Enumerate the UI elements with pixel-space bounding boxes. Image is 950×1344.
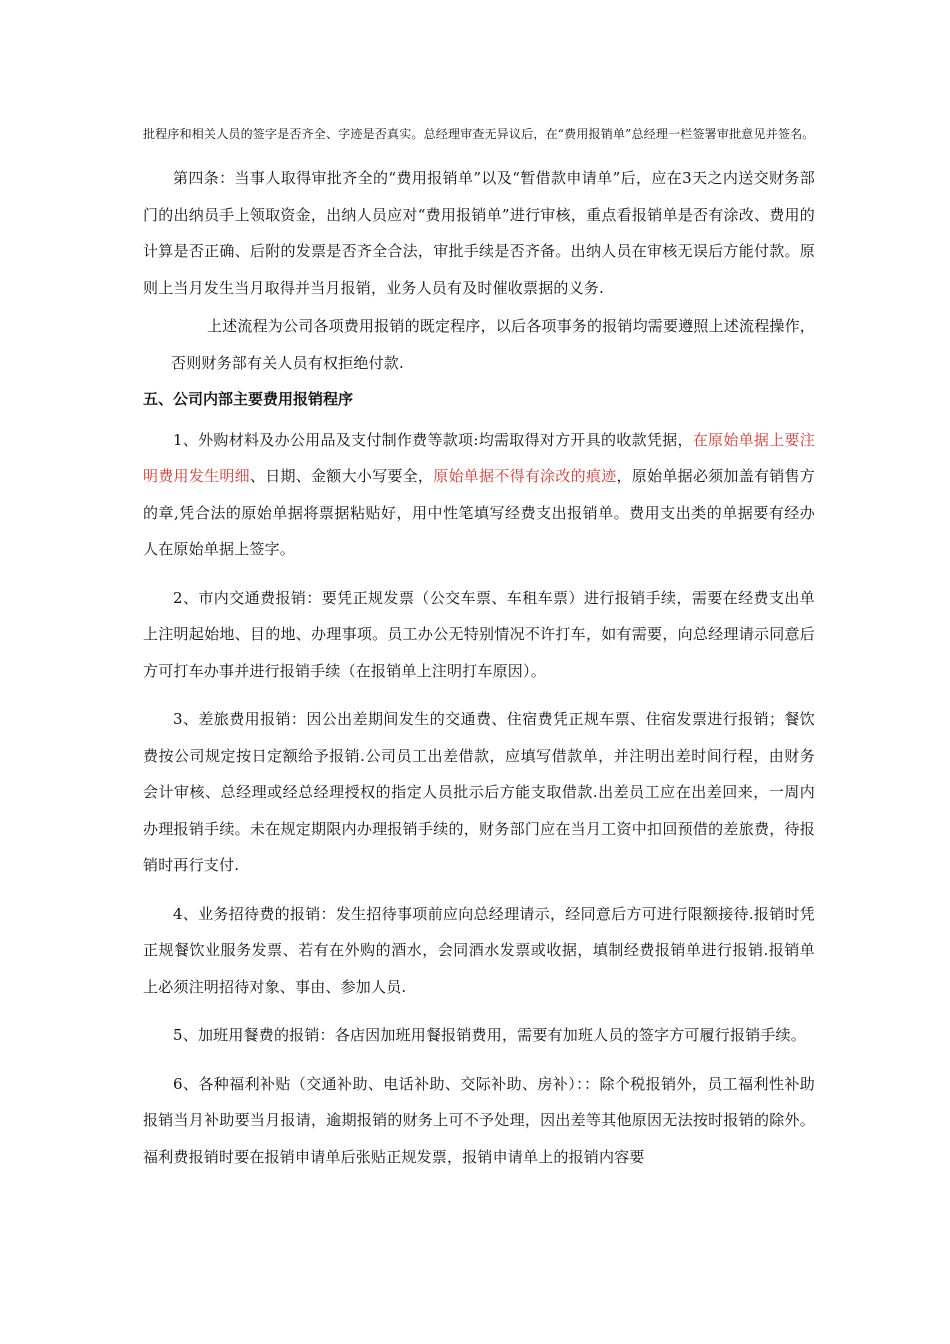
document-body xyxy=(143,118,815,1175)
item1-text-c: ，原始单据必须加盖有销售方的章,凭合法的原始单据将票据粘贴好，用中性笔填写经费支出报销单。费用支出类的单据要有经办人在原始单据上签字。 xyxy=(143,467,816,558)
item1-highlight-detail: 在原始单据上要注明费用发生明细 xyxy=(143,430,815,485)
list-item-welfare-subsidy: 6、各种福利补贴（交通补助、电话补助、交际补助、房补）：：除个税报销外，员工福利性补助报销当月补助要当月报请，逾期报销的财务上可不予处理，因出差等其他原因无法按时报销的除外。福利费报销时要在报销申请单后张贴正规发票，报销申请单上的报销内容要 xyxy=(143,1074,815,1166)
list-item-entertainment: 4、业务招待费的报销：发生招待事项前应向总经理请示，经同意后方可进行限额接待.报销时凭正规餐饮业服务发票、若有在外购的酒水，会同酒水发票或收据，填制经费报销单进行报销.报销单上必须注明招待对象、事由、参加人员. xyxy=(143,904,815,996)
paragraph-process-note: 上述流程为公司各项费用报销的既定程序，以后各项事务的报销均需要遵照上述流程操作，否则财务部有关人员有权拒绝付款. xyxy=(171,317,816,372)
list-item-purchase xyxy=(143,422,815,568)
list-item-city-transport: 2、市内交通费报销：要凭正规发票（公交车票、车租车票）进行报销手续，需要在经费支出单上注明起始地、目的地、办理事项。员工办公无特别情况不许打车，如有需要，向总经理请示同意后方可打车办事并进行报销手续（在报销单上注明打车原因）。 xyxy=(143,588,815,680)
paragraph-article-four: 第四条：当事人取得审批齐全的“费用报销单”以及“暂借款申请单”后，应在3天之内送交财务部门的出纳员手上领取资金，出纳人员应对“费用报销单”进行审核，重点看报销单是否有涂改、费用的计算是否正确、后附的发票是否齐全合法，审批手续是否齐备。出纳人员在审核无误后方能付款。原则上当月发生当月取得并当月报销，业务人员有及时催收票据的义务. xyxy=(143,169,815,297)
item1-text-a: 1、外购材料及办公用品及支付制作费等款项:均需取得对方开具的收款凭据， xyxy=(173,430,693,449)
list-item-overtime-meals: 5、加班用餐费的报销：各店因加班用餐报销费用，需要有加班人员的签字方可履行报销手续。 xyxy=(173,1026,806,1044)
paragraph-approval-check: 批程序和相关人员的签字是否齐全、字迹是否真实。总经理审查无异议后，在“费用报销单”总经理一栏签署审批意见并签名。 xyxy=(143,127,815,141)
item1-text-b: 、日期、金额大小写要全， xyxy=(249,467,434,485)
section-heading-five: 五、公司内部主要费用报销程序 xyxy=(143,390,354,408)
item1-highlight-no-alteration: 原始单据不得有涂改的痕迹 xyxy=(433,467,617,485)
list-item-travel: 3、差旅费用报销：因公出差期间发生的交通费、住宿费凭正规车票、住宿发票进行报销；餐饮费按公司规定按日定额给予报销.公司员工出差借款，应填写借款单，并注明出差时间行程，由财务会计审核、总经理或经总经理授权的指定人员批示后方能支取借款.出差员工应在出差回来，一周内办理报销手续。未在规定期限内办理报销手续的，财务部门应在当月工资中扣回预借的差旅费，待报销时再行支付. xyxy=(143,710,815,874)
